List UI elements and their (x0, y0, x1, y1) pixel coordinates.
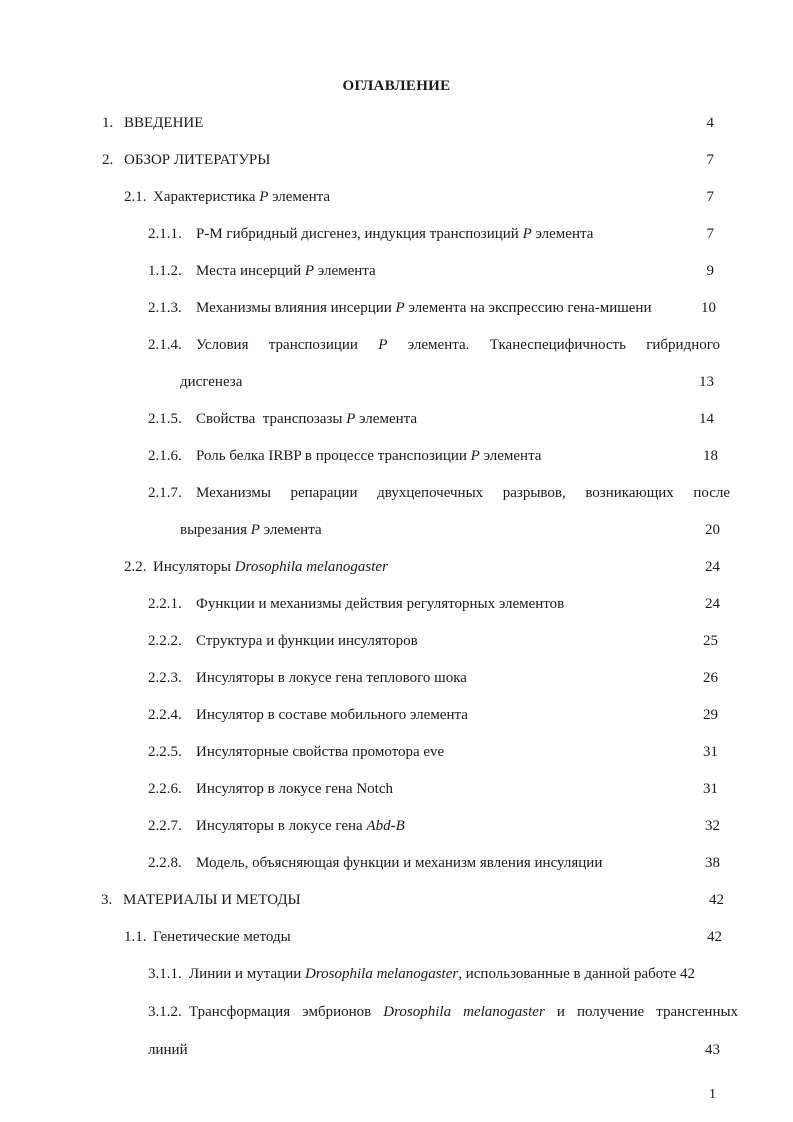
toc-title: Модель, объясняющая функции и механизм явления инсуляции (196, 855, 603, 871)
toc-page: 42 (707, 929, 722, 945)
toc-number: 2.1.1. (148, 226, 182, 242)
toc-title: Инсуляторы в локусе гена Abd-B (196, 818, 405, 834)
toc-page: 7 (706, 189, 714, 205)
toc-page: 10 (701, 300, 716, 316)
toc-entry[interactable] (148, 594, 720, 614)
toc-page: 24 (705, 596, 720, 612)
toc-title-continuation: вырезания P элемента (180, 522, 322, 538)
toc-number: 2.1.5. (148, 411, 182, 427)
toc-title: Генетические методы (153, 929, 291, 945)
toc-page: 13 (699, 374, 714, 390)
toc-page: 7 (706, 152, 714, 168)
toc-page: 25 (703, 633, 718, 649)
toc-entry[interactable] (148, 446, 718, 466)
toc-number: 2.2.8. (148, 855, 182, 871)
toc-entry[interactable] (102, 113, 714, 133)
toc-title: Функции и механизмы действия регуляторных элементов (196, 596, 565, 612)
page-title: ОГЛАВЛЕНИЕ (342, 78, 451, 94)
toc-title: ОБЗОР ЛИТЕРАТУРЫ (124, 152, 271, 168)
toc-number: 2.2.5. (148, 744, 182, 760)
toc-entry[interactable] (148, 742, 718, 762)
toc-entry[interactable] (124, 557, 720, 577)
toc-entry[interactable] (148, 298, 716, 318)
toc-page: 32 (705, 818, 720, 834)
toc-page: 42 (709, 892, 724, 908)
toc-title: Роль белка IRBP в процессе транспозиции P элемента (196, 448, 542, 464)
toc-page: 18 (703, 448, 718, 464)
toc-number: 2.1.6. (148, 448, 182, 464)
toc-title: Инсуляторы в локусе гена теплового шока (196, 670, 467, 686)
page-number: 1 (709, 1087, 716, 1102)
toc-title: Характеристика P элемента (153, 189, 330, 205)
toc-page: 7 (706, 226, 714, 242)
toc-entry[interactable] (148, 409, 714, 429)
toc-entry[interactable] (102, 150, 714, 170)
toc-number: 2.2. (124, 559, 147, 575)
toc-entry[interactable] (101, 890, 724, 910)
toc-page: 20 (705, 522, 720, 538)
toc-title: Инсулятор в локусе гена Notch (196, 781, 393, 797)
toc-number: 2.1.7. (148, 485, 182, 501)
toc-title: Инсуляторы Drosophila melanogaster (153, 559, 388, 575)
toc-title: Условия транспозиции P элемента. Тканеспецифичность гибридного (196, 337, 721, 353)
toc-number: 3. (101, 892, 113, 908)
toc-title: Механизмы репарации двухцепочечных разрывов, возникающих после (196, 485, 731, 501)
toc-title: Инсуляторные свойства промотора eve (196, 744, 445, 760)
toc-number: 3.1.1. (148, 966, 182, 982)
toc-entry[interactable] (124, 187, 714, 207)
toc-title: Структура и функции инсуляторов (196, 633, 418, 649)
toc-title: P-M гибридный дисгенез, индукция транспозиций P элемента (196, 226, 594, 242)
toc-page: 31 (703, 744, 718, 760)
toc-entry[interactable] (148, 224, 714, 244)
toc-number: 2.2.3. (148, 670, 182, 686)
toc-number: 2.2.6. (148, 781, 182, 797)
toc-page: 4 (706, 115, 714, 131)
toc-entry[interactable] (124, 927, 722, 947)
toc-number: 3.1.2. (148, 1004, 182, 1020)
toc-page: 9 (706, 263, 714, 279)
toc-title: Свойства транспозазы P элемента (196, 411, 418, 427)
toc-entry[interactable] (148, 335, 720, 355)
toc-number: 2.2.2. (148, 633, 182, 649)
toc-entry-continuation (180, 520, 720, 540)
toc-title: Инсулятор в составе мобильного элемента (196, 707, 468, 723)
toc-entry[interactable] (148, 631, 718, 651)
toc-number: 1.1. (124, 929, 147, 945)
toc-number: 1. (102, 115, 114, 131)
toc-entry[interactable] (148, 779, 718, 799)
toc-entry-continuation (180, 372, 714, 392)
toc-title: Механизмы влияния инсерции P элемента на экспрессию гена-мишени (196, 300, 652, 316)
toc-page: 43 (705, 1042, 720, 1058)
toc-page: 38 (705, 855, 720, 871)
toc-entry[interactable] (148, 261, 714, 281)
toc-entry-continuation (148, 1040, 720, 1060)
toc-number: 2.2.1. (148, 596, 182, 612)
toc-title: Трансформация эмбрионов Drosophila melanogaster и получение трансгенных (189, 1004, 739, 1020)
toc-number: 2.1. (124, 189, 147, 205)
toc-number: 2. (102, 152, 114, 168)
toc-entry[interactable] (148, 483, 730, 503)
toc-title-continuation: линий (148, 1042, 188, 1058)
toc-entry[interactable] (148, 705, 718, 725)
toc-number: 2.2.4. (148, 707, 182, 723)
toc-number: 2.1.3. (148, 300, 182, 316)
toc-entry[interactable] (148, 668, 718, 688)
toc-title: ВВЕДЕНИЕ (124, 115, 204, 131)
toc-title: Места инсерций P элемента (196, 263, 376, 279)
toc-entry[interactable] (148, 853, 720, 873)
toc-title: Линии и мутации Drosophila melanogaster, использованные в данной работе 42 (189, 966, 696, 982)
toc-entry[interactable] (148, 964, 728, 984)
toc-page: 26 (703, 670, 718, 686)
toc-title-continuation: дисгенеза (180, 374, 243, 390)
toc-number: 2.1.4. (148, 337, 182, 353)
toc-entry[interactable] (148, 816, 720, 836)
toc-page: 24 (705, 559, 720, 575)
toc-page: 31 (703, 781, 718, 797)
toc-page: 14 (699, 411, 714, 427)
toc-number: 1.1.2. (148, 263, 182, 279)
toc-entry[interactable] (148, 1002, 738, 1022)
toc-title: МАТЕРИАЛЫ И МЕТОДЫ (123, 892, 301, 908)
toc-number: 2.2.7. (148, 818, 182, 834)
toc-page: 29 (703, 707, 718, 723)
